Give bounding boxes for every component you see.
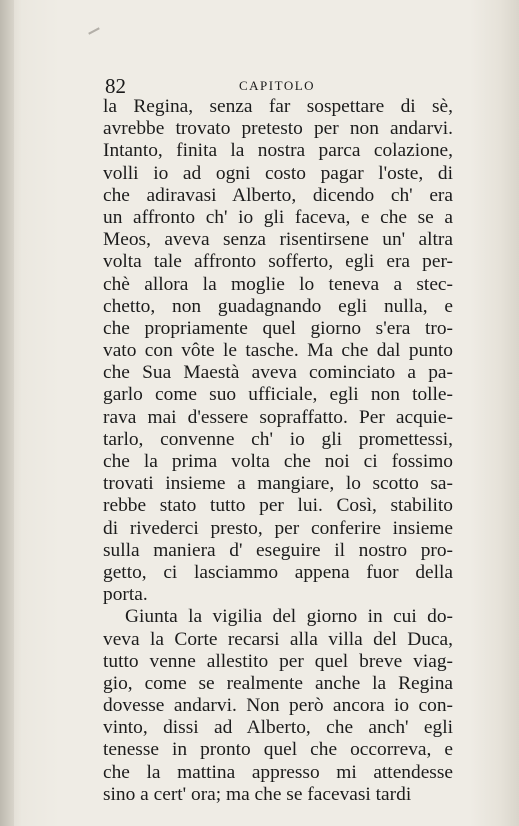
page-number: 82 [105,74,126,98]
text-line: Meos, aveva senza risentirsene un' altra [103,229,453,251]
page-header [105,74,445,98]
text-line: dovesse andarvi. Non però ancora io con- [103,695,453,717]
text-line: volli io ad ogni costo pagar l'oste, di [103,162,453,184]
text-line: sulla maniera d' eseguire il nostro pro- [103,539,453,561]
text-line: tarlo, convenne ch' io gli promettessi, [103,428,453,450]
text-line: vato con vôte le tasche. Ma che dal punto [103,340,453,362]
text-line: tutto venne allestito per quel breve viag- [103,650,453,672]
text-line: garlo come suo ufficiale, egli non tolle- [103,384,453,406]
text-line: porta. [103,584,148,606]
text-line: rebbe stato tutto per lui. Così, stabilito [103,495,453,517]
text-line: Giunta la vigilia del giorno in cui do- [125,606,453,628]
running-head: CAPITOLO [239,78,316,93]
body-text [103,96,453,806]
text-line: tenesse in pronto quel che occorreva, e [103,739,453,761]
text-line: la Regina, senza far sospettare di sè, [103,96,453,117]
text-line: che adiravasi Alberto, dicendo ch' era [103,184,453,206]
text-line: che Sua Maestà aveva cominciato a pa- [103,362,453,384]
text-line: chetto, non guadagnando egli nulla, e [103,295,453,317]
spine-shadow [0,0,14,826]
text-line: getto, ci lasciammo appena fuor della [103,561,453,583]
text-line: rava mai d'essere sopraffatto. Per acquie- [103,406,453,428]
text-line: chè allora la moglie lo teneva a stec- [103,273,453,295]
text-line: di rivederci presto, per conferire insieme [103,517,453,539]
paragraph [103,96,453,606]
text-line: volta tale affronto sofferto, egli era per- [103,251,453,273]
text-line: che propriamente quel giorno s'era tro- [103,317,453,339]
text-line: trovati insieme a mangiare, lo scotto sa- [103,473,453,495]
text-line: gio, come se realmente anche la Regina [103,672,453,694]
paragraph [103,606,453,806]
text-line: sino a cert' ora; ma che se facevasi tardi [103,783,412,805]
text-line: vinto, dissi ad Alberto, che anch' egli [103,717,453,739]
text-line: Intanto, finita la nostra parca colazione, [103,140,453,162]
text-line: un affronto ch' io gli faceva, e che se a [103,206,453,228]
text-line: veva la Corte recarsi alla villa del Duca, [103,628,453,650]
text-line: che la prima volta che noi ci fossimo [103,451,453,472]
text-line: che la mattina appresso mi attendesse [103,761,453,783]
text-line: avrebbe trovato pretesto per non andarvi. [103,118,453,140]
ink-speck [88,27,100,34]
